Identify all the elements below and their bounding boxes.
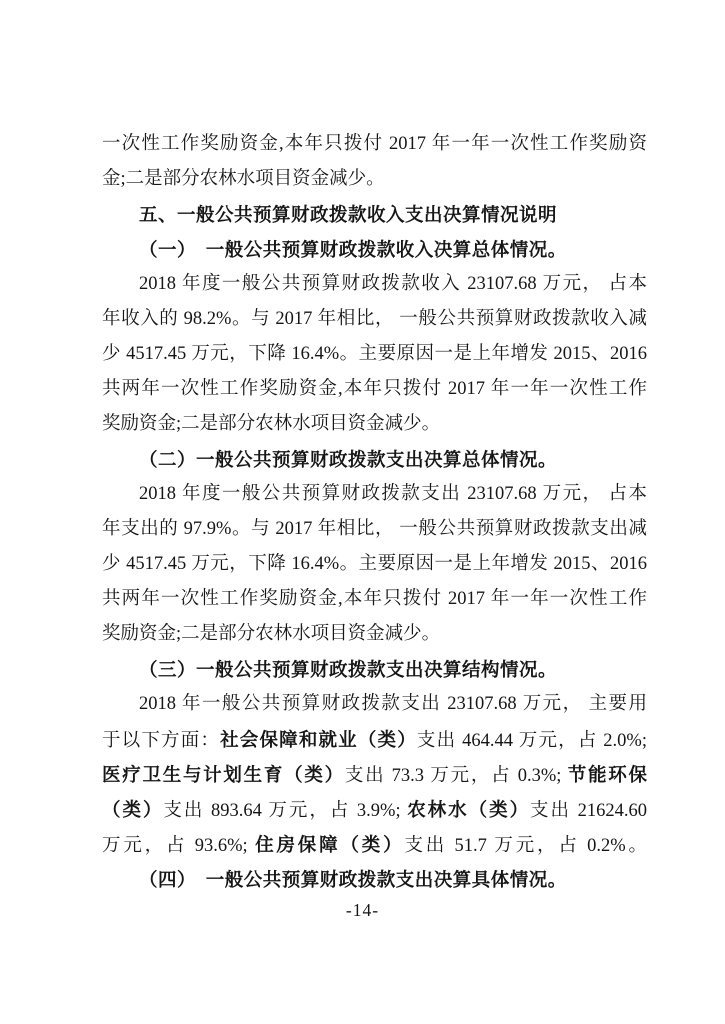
- text-segment: 奖励资金;二是部分农林水项目资金减少。: [102, 624, 441, 644]
- paragraph-text-line: [102, 722, 647, 757]
- paragraph-text-line: [102, 267, 647, 302]
- text-segment: 支出 51.7 万元，占 0.2%。: [404, 836, 647, 856]
- section-heading-line: [102, 652, 647, 687]
- emphasized-text-segment: 住房保障（类）: [255, 834, 405, 855]
- paragraph-text-line: [102, 512, 647, 547]
- paragraph-text-line: [102, 372, 647, 407]
- text-segment: 支出 893.64 万元，占 3.9%;: [163, 801, 408, 821]
- text-segment: 于以下方面：: [102, 731, 221, 751]
- emphasized-text-segment: 节能环保: [567, 764, 647, 785]
- paragraph-text-line: [102, 477, 647, 512]
- emphasized-text-segment: 医疗卫生与计划生育（类）: [102, 764, 345, 785]
- text-segment: 支出 464.44 万元，占 2.0%;: [416, 731, 647, 751]
- text-segment: 奖励资金;二是部分农林水项目资金减少。: [102, 414, 441, 434]
- paragraph-text-line: [102, 792, 647, 827]
- emphasized-text-segment: （二）一般公共预算财政拨款支出决算总体情况。: [139, 449, 558, 470]
- text-segment: 万元，占 93.6%;: [102, 836, 256, 856]
- text-segment: 少 4517.45 万元，下降 16.4%。主要原因一是上年增发 2015、2016: [102, 344, 647, 364]
- paragraph-text-line: [102, 757, 647, 792]
- text-segment: 年收入的 98.2%。与 2017 年相比， 一般公共预算财政拨款收入减: [102, 309, 647, 329]
- text-segment: 一次性工作奖励资金,本年只拨付 2017 年一年一次性工作奖励资: [102, 134, 647, 154]
- paragraph-text-line: [102, 827, 647, 862]
- text-segment: 共两年一次性工作奖励资金,本年只拨付 2017 年一年一次性工作: [102, 379, 647, 399]
- text-segment: 金;二是部分农林水项目资金减少。: [102, 169, 385, 189]
- text-segment: 2018 年度一般公共预算财政拨款收入 23107.68 万元， 占本: [139, 274, 647, 294]
- paragraph-text-line: [102, 162, 647, 197]
- text-segment: 2018 年度一般公共预算财政拨款支出 23107.68 万元， 占本: [139, 484, 647, 504]
- paragraph-text-line: [102, 582, 647, 617]
- emphasized-text-segment: 农林水（类）: [407, 799, 531, 820]
- section-heading-line: [102, 442, 647, 477]
- section-heading-line: [102, 197, 647, 232]
- text-segment: 少 4517.45 万元，下降 16.4%。主要原因一是上年增发 2015、2016: [102, 554, 647, 574]
- emphasized-text-segment: （三）一般公共预算财政拨款支出决算结构情况。: [139, 659, 558, 680]
- emphasized-text-segment: （四） 一般公共预算财政拨款支出决算具体情况。: [139, 869, 567, 890]
- text-segment: 支出 73.3 万元，占 0.3%;: [344, 766, 568, 786]
- emphasized-text-segment: 社会保障和就业（类）: [220, 729, 417, 750]
- emphasized-text-segment: （类）: [102, 799, 164, 820]
- emphasized-text-segment: （一） 一般公共预算财政拨款收入决算总体情况。: [139, 239, 567, 260]
- paragraph-text-line: [102, 302, 647, 337]
- text-segment: 共两年一次性工作奖励资金,本年只拨付 2017 年一年一次性工作: [102, 589, 647, 609]
- paragraph-text-line: [102, 337, 647, 372]
- paragraph-text-line: [102, 407, 647, 442]
- document-body: [102, 127, 647, 897]
- paragraph-text-line: [102, 617, 647, 652]
- paragraph-text-line: [102, 687, 647, 722]
- text-segment: 年支出的 97.9%。与 2017 年相比， 一般公共预算财政拨款支出减: [102, 519, 647, 539]
- page-number: -14-: [345, 900, 380, 920]
- paragraph-text-line: [102, 547, 647, 582]
- paragraph-text-line: [102, 127, 647, 162]
- section-heading-line: [102, 232, 647, 267]
- text-segment: 支出 21624.60: [530, 801, 647, 821]
- emphasized-text-segment: 五、一般公共预算财政拨款收入支出决算情况说明: [139, 204, 558, 225]
- text-segment: 2018 年一般公共预算财政拨款支出 23107.68 万元， 主要用: [139, 694, 647, 714]
- section-heading-line: [102, 862, 647, 897]
